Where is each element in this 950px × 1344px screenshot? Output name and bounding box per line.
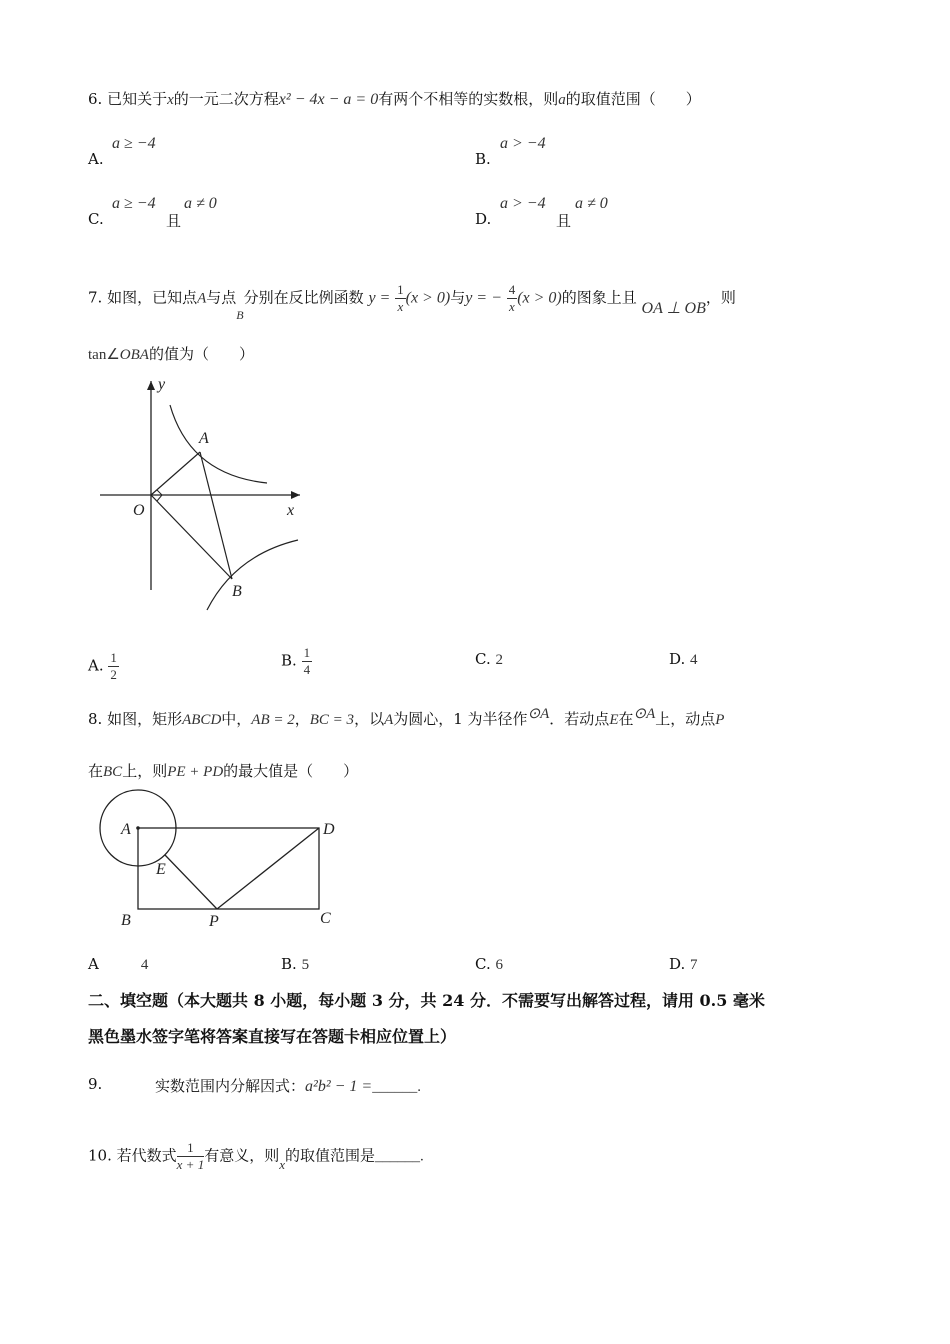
q6-option-c-math2: a ≠ 0 bbox=[184, 195, 217, 212]
q7-label-a: A bbox=[199, 430, 209, 447]
q7-option-d: D. 4 bbox=[669, 650, 698, 668]
q7-segment-ob bbox=[151, 495, 232, 579]
q7-curve-neg4-over-x bbox=[207, 540, 298, 610]
q8-label-b: B bbox=[121, 912, 131, 929]
q8-label-e: E bbox=[156, 861, 166, 878]
q6-option-c: C. bbox=[88, 210, 104, 228]
q10-fraction: $\frac{1}{x + 1}$ bbox=[176, 1140, 205, 1172]
q9-answer-blank: ______. bbox=[372, 1079, 421, 1095]
q7-figure bbox=[95, 375, 310, 615]
q7-func2-fraction: $\frac{4}{x}$ bbox=[508, 282, 516, 314]
q6-option-d: D. bbox=[475, 210, 492, 228]
q8-label-p: P bbox=[209, 913, 219, 930]
q8-center-dot bbox=[136, 826, 140, 830]
q10-answer-blank: ______. bbox=[375, 1148, 424, 1165]
q9-number: 9. bbox=[88, 1075, 103, 1093]
q8-segment-pd bbox=[217, 828, 319, 909]
q7-segment-ab bbox=[200, 452, 232, 579]
q9-stem: 实数范围内分解因式：a²b² − 1 =______. bbox=[155, 1077, 421, 1095]
q6-option-c-and: 且 bbox=[166, 212, 182, 230]
q7-label-b: B bbox=[232, 583, 242, 600]
q6-option-c-math: a ≥ −4 bbox=[112, 195, 156, 212]
q7-label-o: O bbox=[133, 502, 145, 519]
q7-option-a: A. $\frac{1}{2}$ bbox=[88, 650, 117, 682]
q7-option-b: B. $\frac{1}{4}$ bbox=[281, 645, 311, 677]
q6-stem: 6. 已知关于x的一元二次方程x² − 4x − a = 0有两个不相等的实数根，则a的取值范围（ ） bbox=[88, 90, 701, 108]
q7-segment-oa bbox=[151, 452, 200, 495]
q6-option-b-math: a > −4 bbox=[500, 135, 546, 152]
q6-option-d-and: 且 bbox=[556, 212, 572, 230]
q7-x-arrow-icon bbox=[291, 491, 300, 499]
q7-option-c: C. 2 bbox=[475, 650, 503, 668]
section2-heading-line2: 黑色墨水签字笔将答案直接写在答题卡相应位置上） bbox=[88, 1027, 457, 1046]
q7-stem-line1: 7. 如图，已知点A与点$_B$分别在反比例函数 y = $\frac{1}{x}$ (x > 0)与y = − $\frac{4}{x}$ (x > 0)的图象上且 OA ⊥ OB，则 bbox=[88, 282, 736, 322]
section2-heading-line1: 二、填空题（本大题共 8 小题，每小题 3 分，共 24 分．不需要写出解答过程，请用 0.5 毫米 bbox=[88, 991, 765, 1010]
q8-option-c: C. 6 bbox=[475, 955, 503, 973]
q7-func1-fraction: $\frac{1}{x}$ bbox=[397, 282, 404, 314]
q8-option-a: A 4 bbox=[88, 955, 149, 973]
q6-option-a: A. bbox=[88, 150, 104, 168]
q8-stem-line1: 8. 如图，矩形ABCD中，AB = 2，BC = 3，以A为圆心，1 为半径作⊙A．若动点E在⊙A上，动点P bbox=[88, 706, 725, 728]
q7-y-arrow-icon bbox=[147, 381, 155, 390]
q8-label-d: D bbox=[323, 821, 335, 838]
q7-stem-line2: tan∠OBA的值为（ ） bbox=[88, 345, 254, 363]
q8-label-a: A bbox=[121, 821, 131, 838]
q7-label-x: x bbox=[287, 502, 295, 519]
q10-stem: 10. 若代数式 $\frac{1}{x + 1}$ 有意义，则x的取值范围是______. bbox=[88, 1140, 424, 1172]
q8-option-d: D. 7 bbox=[669, 955, 698, 973]
q6-option-a-math: a ≥ −4 bbox=[112, 135, 156, 152]
q7-label-y: y bbox=[158, 376, 166, 393]
q6-option-b: B. bbox=[475, 150, 491, 168]
q6-option-d-math: a > −4 bbox=[500, 195, 546, 212]
q8-figure bbox=[95, 785, 345, 935]
q7-curve-1-over-x bbox=[170, 405, 267, 483]
q8-stem-line2: 在BC上，则PE + PD的最大值是（ ） bbox=[88, 762, 359, 780]
q8-label-c: C bbox=[320, 910, 331, 927]
q8-segment-pe bbox=[165, 855, 217, 909]
q6-option-d-math2: a ≠ 0 bbox=[575, 195, 608, 212]
q8-option-b: B. 5 bbox=[281, 955, 310, 973]
